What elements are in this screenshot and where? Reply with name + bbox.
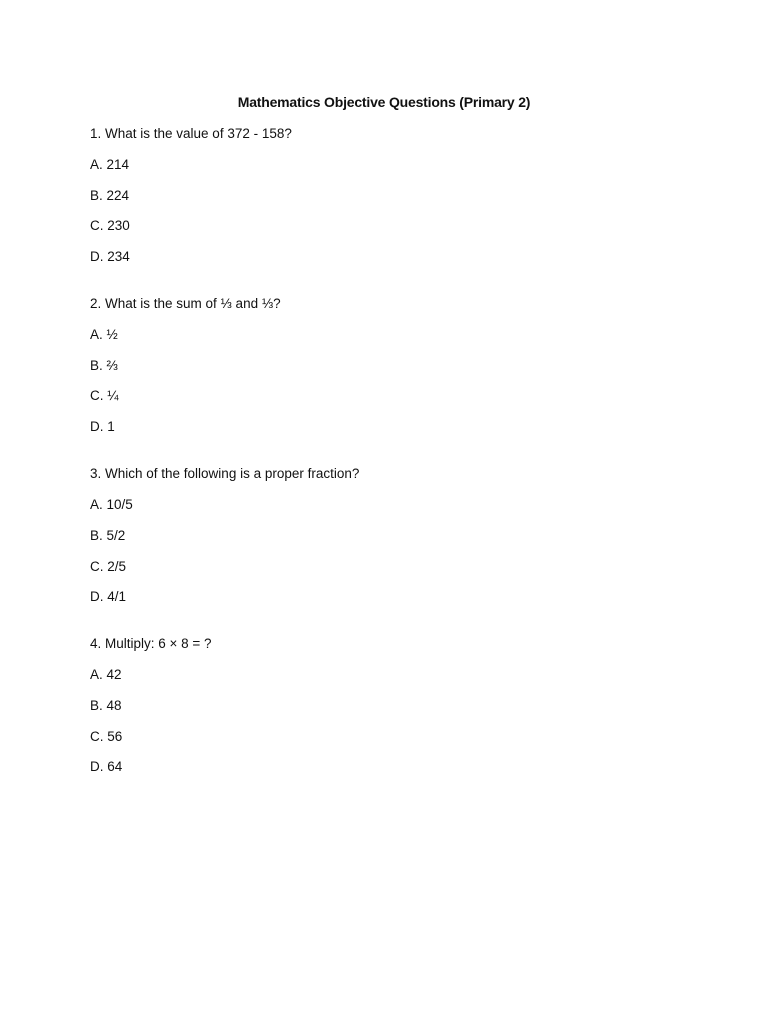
question-text: 3. Which of the following is a proper fraction? [90,466,360,482]
option-d: D. 4/1 [90,589,127,605]
question-list [90,125,690,805]
question-1 [90,125,690,265]
question-4 [90,635,690,775]
question-text: 2. What is the sum of ⅓ and ⅓? [90,296,281,312]
question-text: 4. Multiply: 6 × 8 = ? [90,636,212,652]
option-b: B. 48 [90,697,122,713]
option-a: A. 42 [90,667,122,683]
question-3 [90,465,690,605]
question-text: 1. What is the value of 372 - 158? [90,126,292,141]
option-d: D. 64 [90,759,123,775]
option-d: D. 234 [90,249,130,265]
document-title: Mathematics Objective Questions (Primary 2) [237,94,531,110]
question-2 [90,295,690,435]
option-b: B. 5/2 [90,527,126,543]
option-c: C. ¼ [90,388,119,404]
option-d: D. 1 [90,419,115,435]
option-a: A. 214 [90,157,130,172]
option-b: B. 224 [90,187,130,203]
option-c: C. 56 [90,728,123,744]
option-a: A. 10/5 [90,497,133,513]
option-b: B. ⅔ [90,357,118,373]
option-a: A. ½ [90,327,118,343]
option-c: C. 2/5 [90,558,127,574]
option-c: C. 230 [90,218,130,234]
